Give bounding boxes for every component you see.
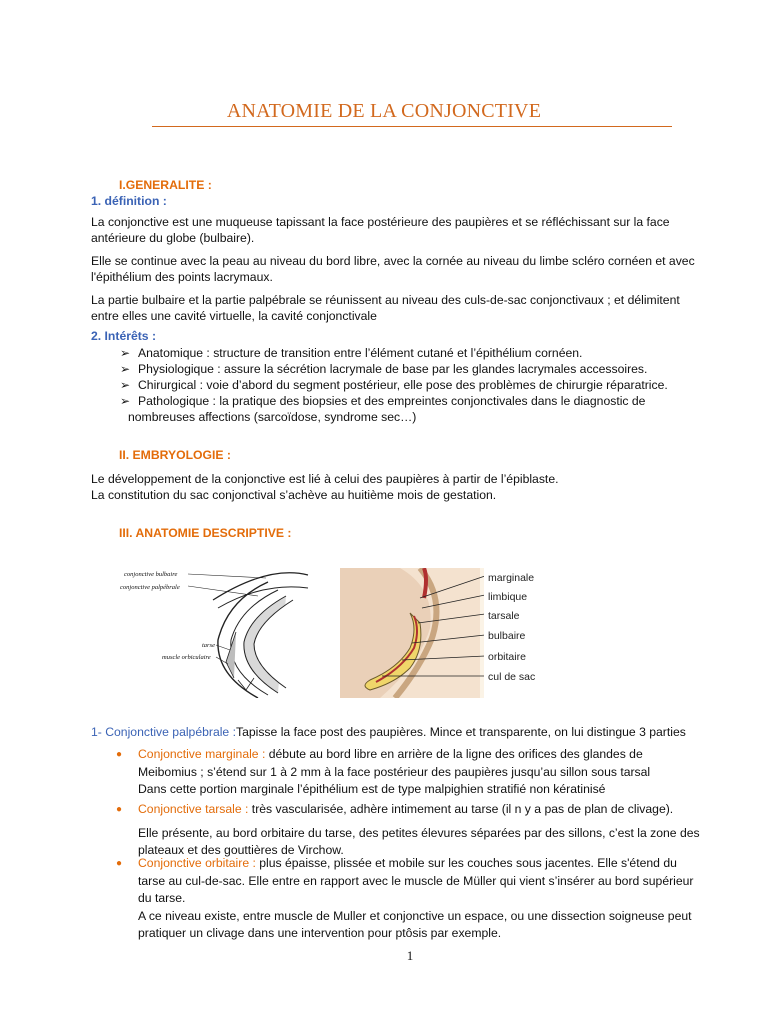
text-line: Elle se continue avec la peau au niveau du bord libre, avec la cornée au niveau du limbe scléro cornéen et avec — [91, 254, 695, 268]
text-line: La conjonctive est une muqueuse tapissant la face postérieure des paupières et se réfléchissant sur la face — [91, 215, 670, 229]
list-item: ➢ Chirurgical : voie d’abord du segment postérieur, elle pose des problèmes de chirurgie réparatrice. — [120, 378, 668, 392]
arrow-bullet-icon: ➢ — [120, 346, 131, 360]
section-embryologie-heading: II. EMBRYOLOGIE : — [119, 448, 231, 462]
label-limbique: limbique — [488, 591, 528, 603]
marginale-item: ● Conjonctive marginale : débute au bord libre en arrière de la ligne des orifices des glandes de Meibomius ; s’étend sur 1 à 2 mm à la face postérieur des paupières jusqu’au sillon sous tarsal Dans cette portion marginale l’épithélium est de type malpighien stratifié non kératinisé — [116, 746, 746, 799]
label-conjonctive-palpebrale: conjonctive palpébrale — [120, 584, 180, 591]
dot-bullet-icon: ● — [116, 804, 123, 815]
text-line: La partie bulbaire et la partie palpébrale se réunissent au niveau des culs-de-sac conjonctivaux ; et délimitent — [91, 293, 680, 307]
conjonctive-parts-diagram — [340, 568, 540, 698]
label-orbitaire: orbitaire — [488, 651, 526, 663]
section-generalite-heading: I.GENERALITE : — [119, 178, 212, 192]
text-line: La constitution du sac conjonctival s’achève au huitième mois de gestation. — [91, 488, 497, 502]
dot-bullet-icon: ● — [116, 858, 123, 869]
text-line: Elle présente, au bord orbitaire du tarse, des petites élevures séparées par des sillons, c’est la zone des — [138, 825, 700, 840]
page-title: ANATOMIE DE LA CONJONCTIVE — [226, 100, 542, 122]
interets-heading: 2. Intérêts : — [91, 329, 157, 343]
title-underline — [152, 126, 672, 127]
text-line: Meibomius ; s’étend sur 1 à 2 mm à la face postérieur des paupières jusqu’au sillon sous tarsal — [138, 764, 651, 779]
orbitaire-item: ● Conjonctive orbitaire : plus épaisse, plissée et mobile sur les couches sous jacentes. Elle s'étend du tarse au cul-de-sac. Elle entre en rapport avec le muscle de Müller qui vient s’insérer au bord supérieur du tarse. A ce niveau existe, entre muscle de Muller et conjonctive un espace, ou une dissection soigneuse peut pratiquer un clivage dans une intervention pour ptôsis par exemple. — [116, 855, 746, 943]
palpebrale-intro-text: Tapisse la face post des paupières. Mince et transparente, on lui distingue 3 parties — [235, 725, 686, 739]
list-item-continuation: nombreuses affections (sarcoïdose, syndrome sec…) — [128, 410, 417, 424]
tarsale-label: Conjonctive tarsale : — [138, 802, 249, 816]
text-line: entre elles une cavité virtuelle, la cavité conjonctivale — [91, 309, 377, 323]
label-muscle-orbiculaire: muscle orbiculaire — [162, 654, 211, 661]
marginale-label: Conjonctive marginale : — [138, 747, 266, 761]
continuation-paragraph — [91, 253, 741, 285]
text-line: antérieure du globe (bulbaire). — [91, 231, 255, 245]
palpebrale-heading: 1- Conjonctive palpébrale : — [91, 725, 236, 739]
label-tarsale: tarsale — [488, 610, 520, 622]
text-line: l'épithélium des points lacrymaux. — [91, 270, 273, 284]
label-cul-de-sac: cul de sac — [488, 671, 536, 683]
text-line: Le développement de la conjonctive est lié à celui des paupières à partir de l’épiblaste. — [91, 472, 559, 486]
text-line: plateaux et des gouttières de Virchow. — [138, 843, 344, 857]
label-marginale: marginale — [488, 572, 535, 584]
list-item: ➢ Physiologique : assure la sécrétion lacrymale de base par les glandes lacrymales accessoires. — [120, 362, 648, 376]
list-item: ➢ Pathologique : la pratique des biopsies et des empreintes conjonctivales dans le diagnostic de — [120, 394, 646, 408]
text-line: tarse au cul-de-sac. Elle entre en rapport avec le muscle de Müller qui vient s’insérer au bord supérieur — [138, 873, 694, 888]
palpebrale-intro — [91, 724, 751, 740]
eyelid-diagram — [118, 560, 313, 698]
label-bulbaire: bulbaire — [488, 630, 526, 642]
dot-bullet-icon: ● — [116, 749, 123, 760]
text-line: du tarse. — [138, 891, 186, 905]
list-item: ➢ Anatomique : structure de transition entre l’élément cutané et l’épithélium cornéen. — [120, 346, 583, 360]
label-conjonctive-bulbaire: conjonctive bulbaire — [124, 571, 178, 578]
tarsale-item: ● Conjonctive tarsale : très vascularisée, adhère intimement au tarse (il n y a pas de plan de clivage). Elle présente, au bord orbitaire du tarse, des petites élevures séparées par des sillons, c’est la zone des plateaux et des gouttières de Virchow. — [116, 801, 746, 860]
text-line: pratiquer un clivage dans une intervention pour ptôsis par exemple. — [138, 926, 502, 940]
interets-list — [120, 345, 740, 425]
label-tarse: tarse — [202, 642, 215, 649]
arrow-bullet-icon: ➢ — [120, 378, 131, 392]
text-line: A ce niveau existe, entre muscle de Muller et conjonctive un espace, ou une dissection soigneuse peut — [138, 908, 692, 923]
definition-heading: 1. définition : — [91, 194, 167, 208]
reunion-paragraph — [91, 292, 741, 324]
orbitaire-label: Conjonctive orbitaire : — [138, 856, 256, 870]
text-line: Dans cette portion marginale l’épithélium est de type malpighien stratifié non kératinisé — [138, 782, 606, 796]
section-anatomie-heading: III. ANATOMIE DESCRIPTIVE : — [119, 526, 292, 540]
arrow-bullet-icon: ➢ — [120, 394, 131, 408]
arrow-bullet-icon: ➢ — [120, 362, 131, 376]
page-number: 1 — [406, 948, 414, 963]
embryologie-paragraph — [91, 471, 741, 503]
definition-paragraph — [91, 214, 741, 246]
